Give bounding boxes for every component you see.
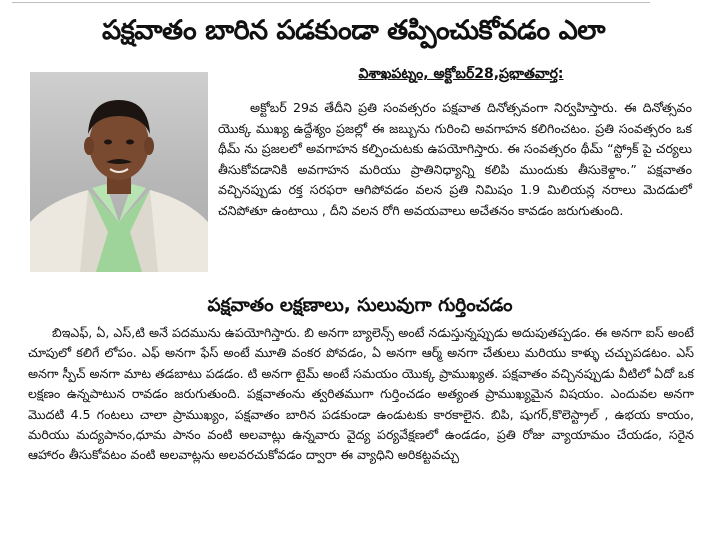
doctor-portrait-photo [30, 72, 208, 272]
article-dateline: విశాఖపట్నం, అక్టోబర్28,ప్రభాతవార్త: [358, 66, 564, 82]
section-subheading: పక్షవాతం లక్షణాలు, సులువుగా గుర్తించడం [207, 295, 513, 316]
symptoms-paragraph: బిఇఎఫ్, ఏ, ఎస్,టి అనే పదమును ఉపయోగిస్తారు. బి అనగా బ్యాలెన్స్ అంటే నడుస్తున్నప్పుడు అదుపుతప్పడం. ఈ అనగా ఐస్ అంటే చూపులో కలిగే లోపం. ఎఫ్ అనగా ఫేస్ అంటే మూతి వంకర పోవడం, ఏ అనగా ఆర్మ్ అనగా చేతులు మరియు కాళ్ళు చచ్చుపడటం. ఎస్ అనగా స్పీచ్ అనగా మాట తడబాటు పడడం. టి అనగా టైమ్ అంటే సమయం యొక్క ప్రాముఖ్యత. పక్షవాతం వచ్చినప్పుడు వీటిలో ఏదో ఒక లక్షణం ఉన్నపాటున రావడం జరుగుతుంది. పక్షవాతంను త్వరితముగా గుర్తించడం అత్యంత ప్రాముఖ్యమైన విషయం. ఎందువల అనగా మొదటి 4.5 గంటలు చాలా ప్రాముఖ్యం, పక్షవాతం బారిన పడకుండా ఉండుటకు కారకాలైన. బిపి, షుగర్,కొలెస్ట్రాల్ , ఉభయ కాయం, మరియు మద్యపానం,ధూమ పానం వంటి అలవాట్లు ఉన్నవారు వైద్య పర్యవేక్షణలో ఉండడం, ప్రతి రోజు వ్యాయామం చేయడం, సరైన ఆహారం తీసుకోవటం వంటి అలవాట్లను అలవరచుకోవడం ద్వారా ఈ వ్యాధిని అరికట్టవచ్చు [28, 325, 694, 463]
top-divider [12, 2, 650, 3]
portrait-icon [30, 72, 208, 272]
article-headline: పక్షవాతం బారిన పడకుండా తప్పించుకోవడం ఎలా [101, 15, 606, 46]
intro-paragraph: అక్టోబర్ 29వ తేదీని ప్రతి సంవత్సరం పక్షవాత దినోత్సవంగా నిర్వహిస్తారు. ఈ దినోత్సవం యొక్క ముఖ్య ఉద్దేశ్యం ప్రజల్లో ఈ జబ్బును గురించి అవగాహన కలిగించటం. ప్రతి సంవత్సరం ఒక థీమ్ ను ప్రజలలో అవగాహన కల్పించుటకు ఉపయోగిస్తారు. ఈ సంవత్సరం థీమ్ “స్ట్రోక్ పై చర్యలు తీసుకోవడానికి అవగాహన మరియు ప్రాతినిధ్యాన్ని కలిపి ముందుకు తీసుకెళ్దాం.” పక్షవాతం వచ్చినప్పుడు రక్త సరఫరా ఆగిపోవడం వలన ప్రతి నిమిషం 1.9 మిలియన్ల నరాలు మెదడులో చనిపోతూ ఉంటాయి , దీని వలన రోగి అవయవాలు అచేతనం కావడం జరుగుతుంది. [218, 100, 692, 218]
